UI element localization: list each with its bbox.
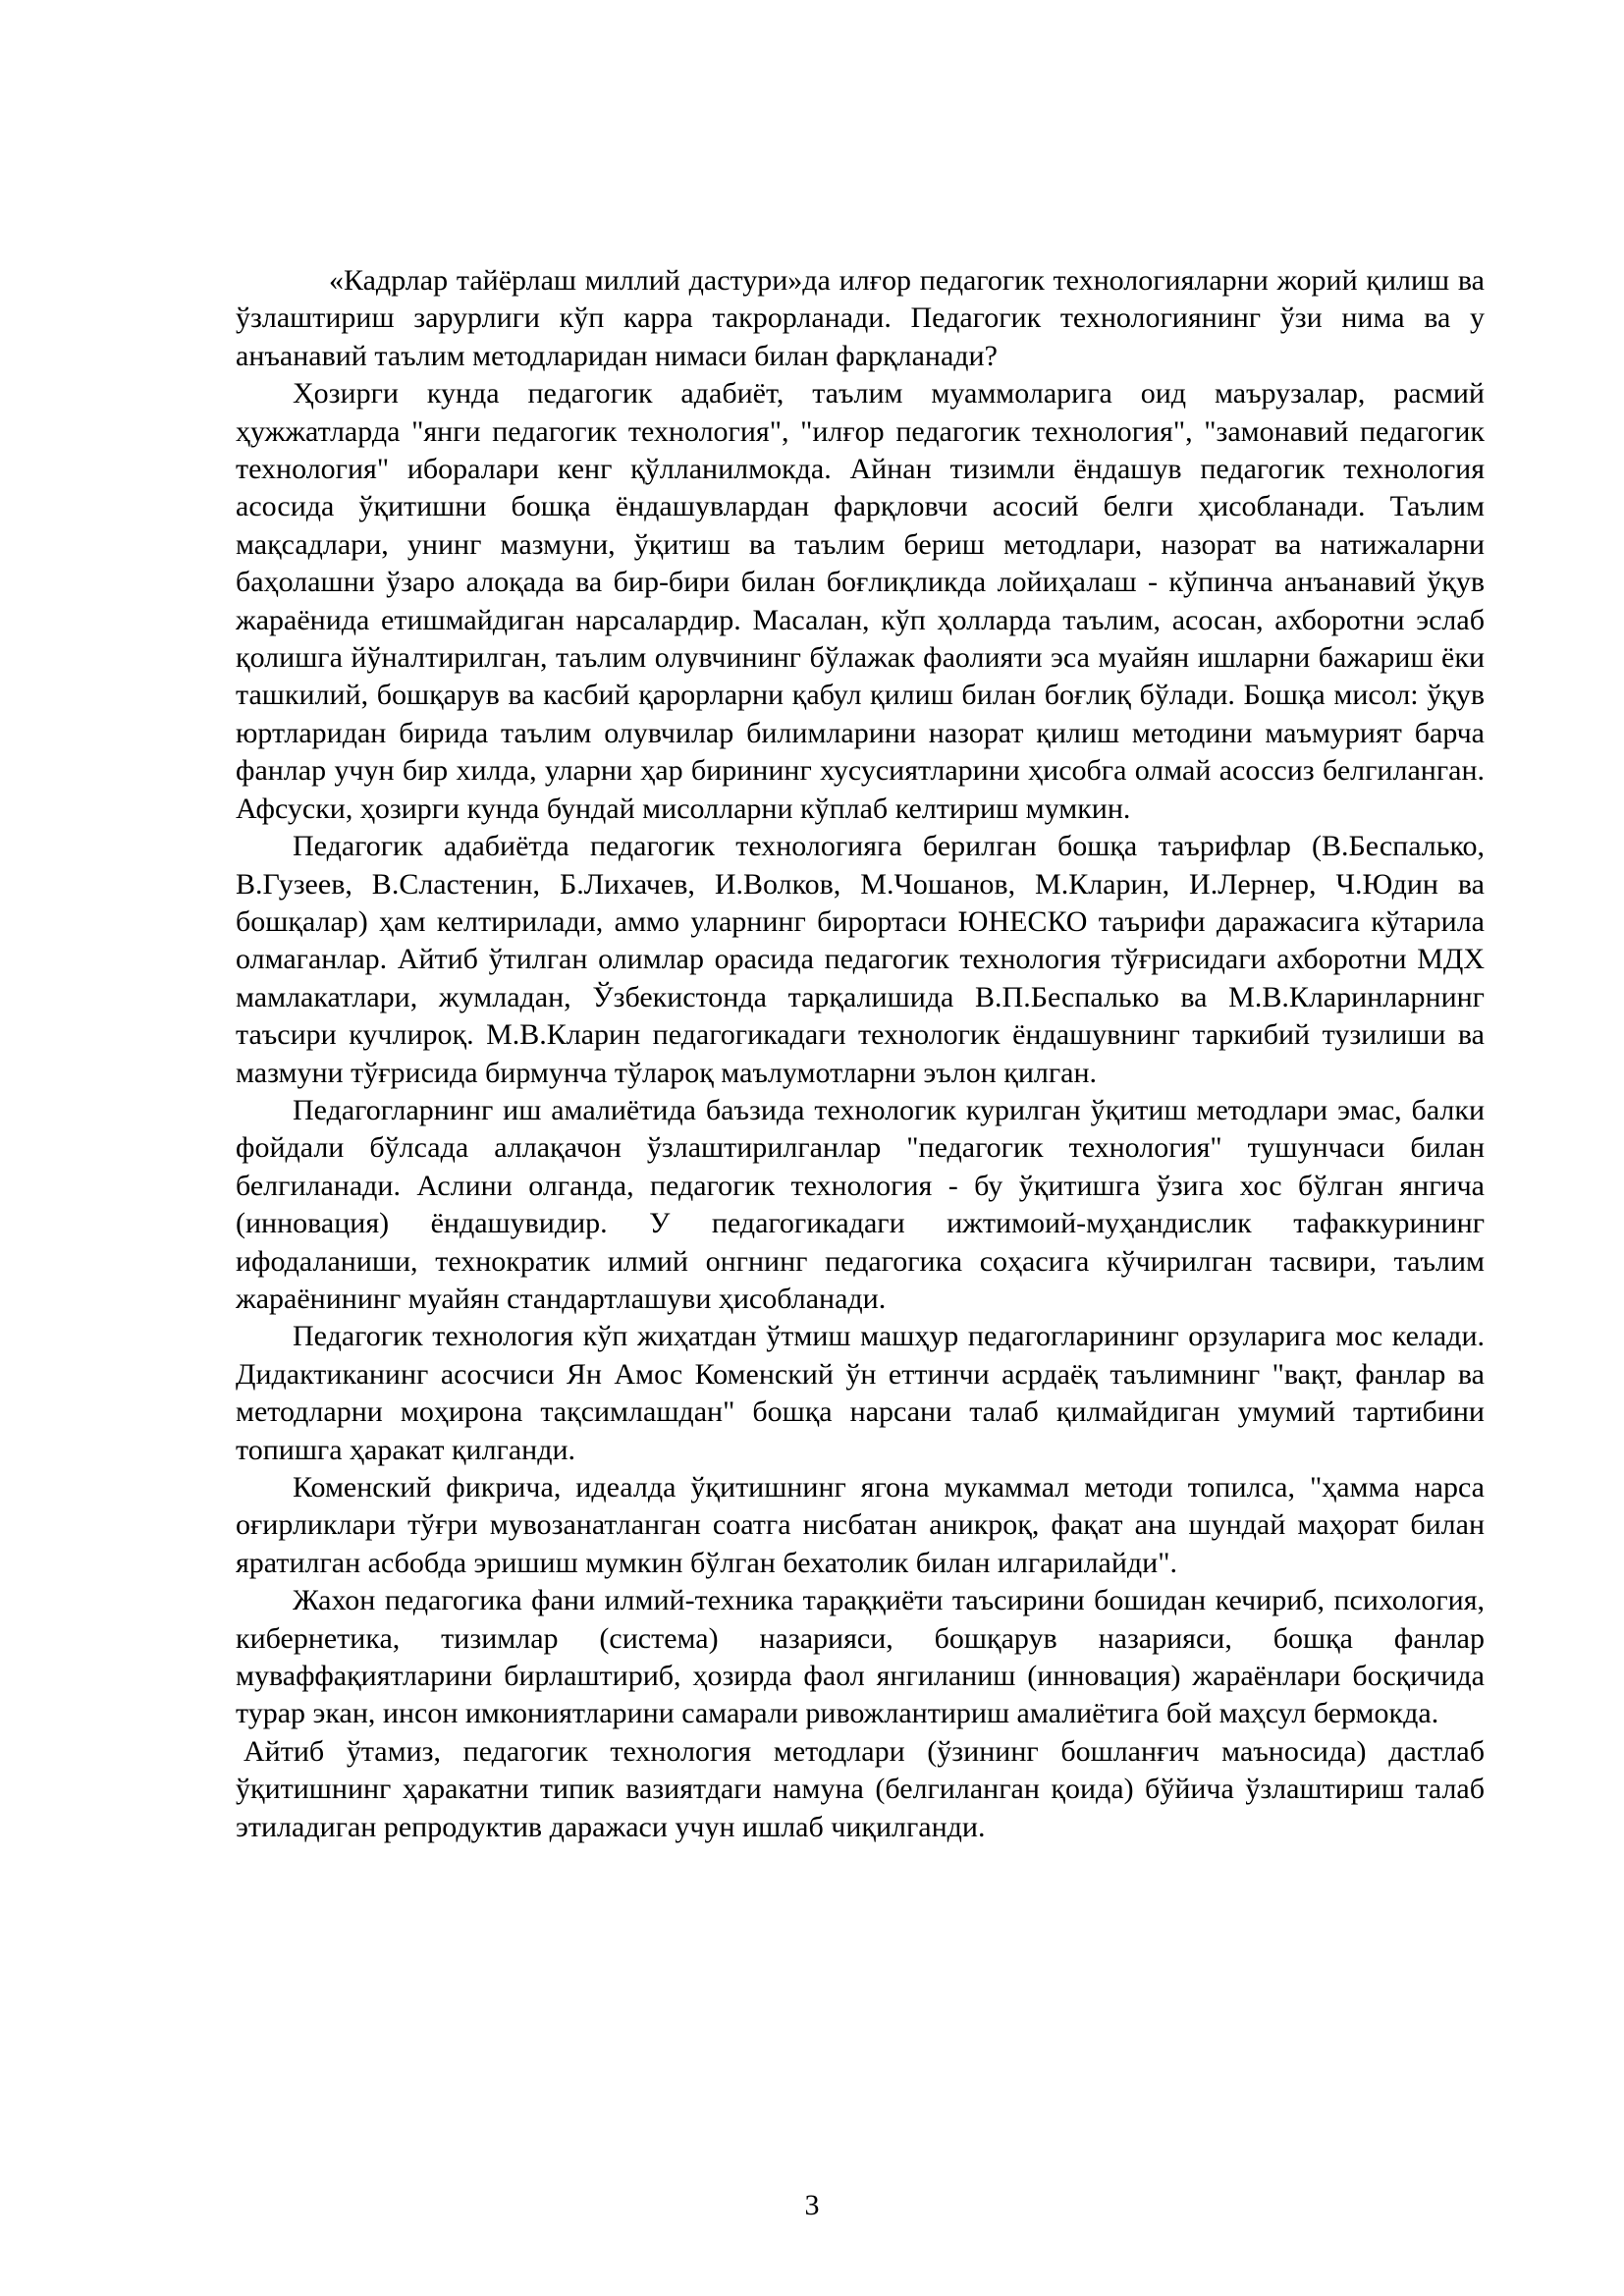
paragraph-2: Ҳозирги кунда педагогик адабиёт, таълим муаммоларига оид маърузалар, расмий ҳужжатларда "янги педагогик технология", "илғор педагогик технология", "замонавий педагогик технология" иборалари кенг қўлланилмокда. Айнан тизимли ёндашув педагогик технология асосида ўқитишни бошқа ёндашувлардан фарқловчи асосий белги ҳисобланади. Таълим мақсадлари, унинг мазмуни, ўқитиш ва таълим бериш методлари, назорат ва натижаларни баҳолашни ўзаро алоқада ва бир-бири билан боғлиқликда лойиҳалаш - кўпинча анъанавий ўқув жараёнида етишмайдиган нарсалардир. Масалан, кўп ҳолларда таълим, асосан, ахборотни эслаб қолишга йўналтирилган, таълим олувчининг бўлажак фаолияти эса муайян ишларни бажариш ёки ташкилий, бошқарув ва касбий қарорларни қабул қилиш билан боғлиқ бўлади. Бошқа мисол: ўқув юртларидан бирида таълим олувчилар билимларини назорат қилиш методини маъмурият барча фанлар учун бир хилда, уларни ҳар бирининг хусусиятларини ҳисобга олмай асоссиз белгиланган. Афсуски, ҳозирги кунда бундай мисолларни кўплаб келтириш мумкин. bbox=[236, 377, 1485, 825]
paragraph-1: «Кадрлар тайёрлаш миллий дастури»да илғор педагогик технологияларни жорий қилиш ва ўзлаштириш зарурлиги кўп карра такрорланади. Педагогик технологиянинг ўзи нима ва у анъанавий таълим методларидан нимаси билан фарқланади? bbox=[236, 264, 1485, 372]
paragraph-7: Жахон педагогика фани илмий-техника тараққиёти таъсирини бошидан кечириб, психология, кибернетика, тизимлар (система) назарияси, бошқарув назарияси, бошқа фанлар муваффақиятларини бирлаштириб, ҳозирда фаол янгиланиш (инновация) жараёнлари босқичида турар экан, инсон имкониятларини самарали ривожлантириш амалиётига бой маҳсул бермокда. bbox=[236, 1584, 1485, 1730]
document-body bbox=[236, 262, 1485, 1846]
paragraph-6: Коменский фикрича, идеалда ўқитишнинг ягона мукаммал методи топилса, "ҳамма нарса оғирликлари тўғри мувозанатланган соатга нисбатан аникроқ, фақат ана шундай маҳорат билан яратилган асбобда эришиш мумкин бўлган бехатолик билан илгарилайди". bbox=[236, 1471, 1485, 1579]
page-number: 3 bbox=[804, 2189, 820, 2221]
paragraph-4: Педагогларнинг иш амалиётида баъзида технологик курилган ўқитиш методлари эмас, балки фойдали бўлсада аллақачон ўзлаштирилганлар "педагогик технология" тушунчаси билан белгиланади. Аслини олганда, педагогик технология - бу ўқитишга ўзига хос бўлган янгича (инновация) ёндашувидир. У педагогикадаги ижтимоий-муҳандислик тафаккурининг ифодаланиши, технократик илмий онгнинг педагогика соҳасига кўчирилган тасвири, таълим жараёнининг муайян стандартлашуви ҳисобланади. bbox=[236, 1093, 1485, 1315]
paragraph-5: Педагогик технология кўп жиҳатдан ўтмиш машҳур педагогларининг орзуларига мос келади. Дидактиканинг асосчиси Ян Амос Коменский ўн еттинчи асрдаёқ таълимнинг "вақт, фанлар ва методларни моҳирона тақсимлашдан" бошқа нарсани талаб қилмайдиган умумий тартибини топишга ҳаракат қилганди. bbox=[236, 1320, 1485, 1466]
paragraph-8: Айтиб ўтамиз, педагогик технология методлари (ўзининг бошланғич маъносида) дастлаб ўқитишнинг ҳаракатни типик вазиятдаги намуна (белгиланган қоида) бўйича ўзлаштириш талаб этиладиган репродуктив даражаси учун ишлаб чиқилганди. bbox=[236, 1734, 1485, 1843]
paragraph-3: Педагогик адабиётда педагогик технологияга берилган бошқа таърифлар (В.Беспалько, В.Гузеев, В.Сластенин, Б.Лихачев, И.Волков, М.Чошанов, М.Кларин, И.Лернер, Ч.Юдин ва бошқалар) ҳам келтирилади, аммо уларнинг бирортаси ЮНЕСКО таърифи даражасига кўтарила олмаганлар. Айтиб ўтилган олимлар орасида педагогик технология тўғрисидаги ахборотни МДХ мамлакатлари, жумладан, Ўзбекистонда тарқалишида В.П.Беспалько ва М.В.Кларинларнинг таъсири кучлироқ. М.В.Кларин педагогикадаги технологик ёндашувнинг таркибий тузилиши ва мазмуни тўғрисида бирмунча тўлароқ маълумотларни эълон қилган. bbox=[236, 830, 1485, 1089]
